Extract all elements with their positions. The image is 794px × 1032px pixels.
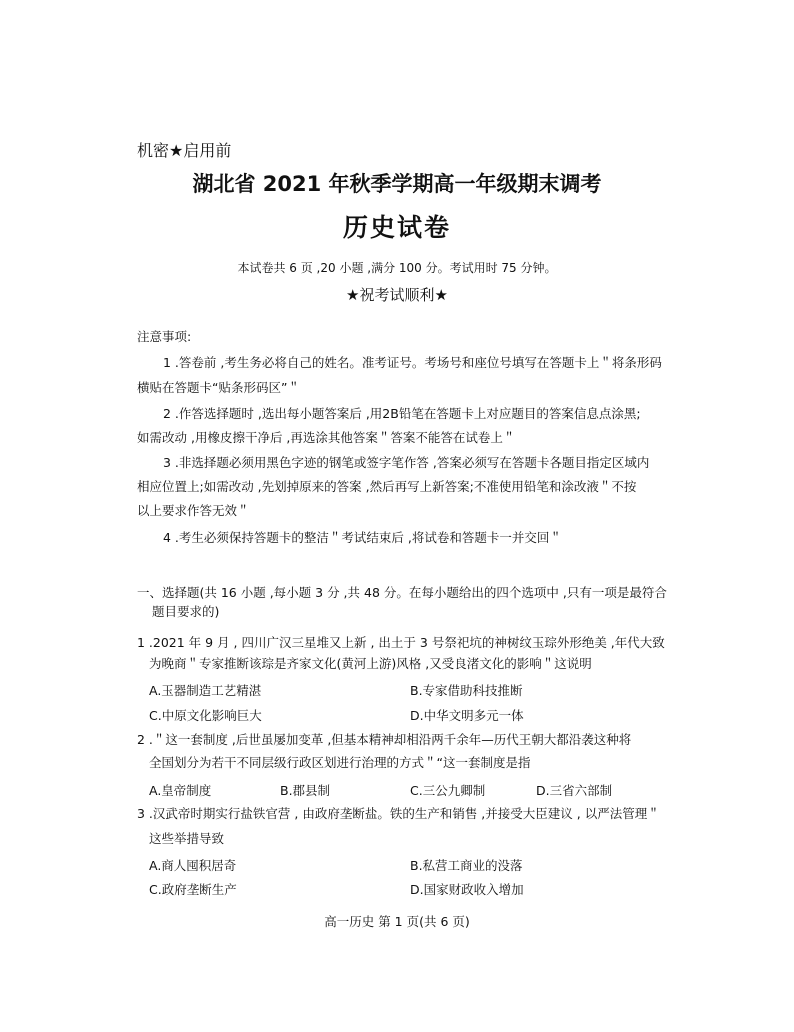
option-d[interactable]: D.中华文明多元一体 [410,708,524,723]
option-a[interactable]: A.皇帝制度 [149,783,212,798]
question-stem: 全国划分为若干不同层级行政区划进行治理的方式＂“这一套制度是指 [149,755,531,770]
section-heading-cont: 题目要求的) [152,604,220,619]
option-c[interactable]: C.中原文化影响巨大 [149,708,262,723]
note-line: 相应位置上;如需改动 ,先划掉原来的答案 ,然后再写上新答案;不准使用铅笔和涂改液＂不按 [137,479,637,494]
exam-subject: 历史试卷 [342,213,451,242]
note-line: 横贴在答题卡“贴条形码区”＂ [137,380,300,395]
note-line: 1 .答卷前 ,考生务必将自己的姓名。准考证号。考场号和座位号填写在答题卡上＂将条形码 [163,355,662,370]
note-line: 如需改动 ,用橡皮擦干净后 ,再选涂其他答案＂答案不能答在试卷上＂ [137,430,516,445]
question-stem: 为晚商＂专家推断该琮是齐家文化(黄河上游)风格 ,又受良渚文化的影响＂这说明 [149,656,592,671]
page-footer: 高一历史 第 1 页(共 6 页) [324,914,470,929]
option-b[interactable]: B.专家借助科技推断 [410,683,523,698]
note-line: 2 .作答选择题时 ,选出每小题答案后 ,用2B铅笔在答题卡上对应题目的答案信息点涂黑; [163,406,641,421]
note-line: 4 .考生必须保持答题卡的整洁＂考试结束后 ,将试卷和答题卡一并交回＂ [163,530,562,545]
option-a[interactable]: A.商人囤积居奇 [149,858,237,873]
option-c[interactable]: C.三公九卿制 [410,783,486,798]
exam-info: 本试卷共 6 页 ,20 小题 ,满分 100 分。考试用时 75 分钟。 [237,261,557,275]
option-b[interactable]: B.私营工商业的没落 [410,858,523,873]
question-stem: 这些举措导致 [149,831,225,846]
question-stem: 2 .＂这一套制度 ,后世虽屡加变革 ,但基本精神却相沿两千余年—历代王朝大都沿袭这种将 [137,732,632,747]
note-line: 3 .非选择题必须用黑色字迹的钢笔或签字笔作答 ,答案必须写在答题卡各题目指定区域内 [163,455,650,470]
confidential-label: 机密★启用前 [137,141,232,160]
option-c[interactable]: C.政府垄断生产 [149,882,237,897]
option-d[interactable]: D.国家财政收入增加 [410,882,524,897]
exam-title: 湖北省 2021 年秋季学期高一年级期末调考 [192,172,602,196]
question-stem: 3 .汉武帝时期实行盐铁官营 , 由政府垄断盐。铁的生产和销售 ,并接受大臣建议 , 以严法管理＂ [137,806,660,821]
note-line: 以上要求作答无效＂ [137,503,250,518]
option-b[interactable]: B.郡县制 [280,783,331,798]
option-a[interactable]: A.玉器制造工艺精湛 [149,683,262,698]
section-heading: 一、选择题(共 16 小题 ,每小题 3 分 ,共 48 分。在每小题给出的四个选项中 ,只有一项是最符合 [137,585,667,600]
exam-wish: ★祝考试顺利★ [346,286,448,304]
notes-title: 注意事项: [137,329,192,344]
option-d[interactable]: D.三省六部制 [536,783,613,798]
question-stem: 1 .2021 年 9 月 , 四川广汉三星堆又上新 , 出土于 3 号祭祀坑的神树纹玉琮外形绝美 ,年代大致 [137,635,665,650]
